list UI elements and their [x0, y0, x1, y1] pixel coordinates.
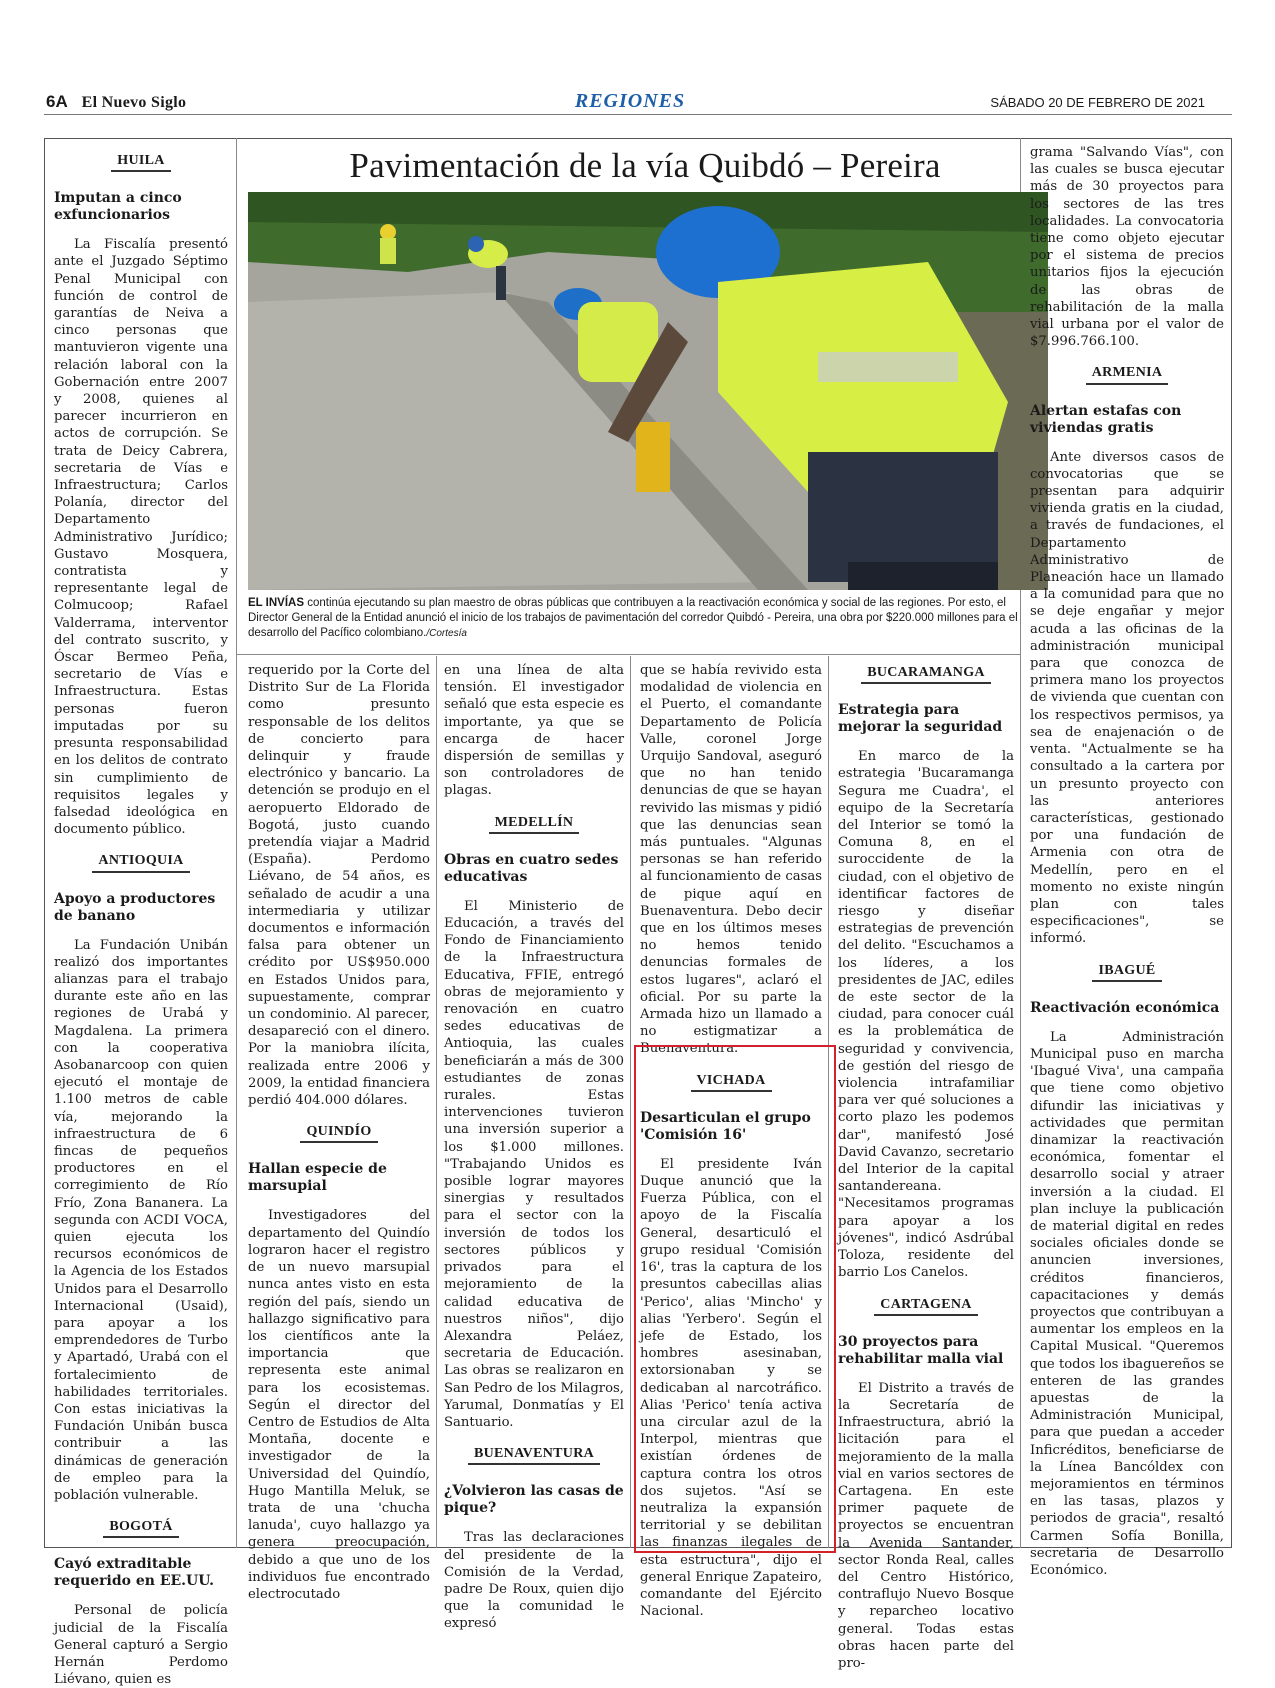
- article-body-bucaramanga: En marco de la estrategia 'Bucaramanga Segura me Cuadra', el equipo de la Secretaría del Interior se tomó la Comuna 8, en el suroccidente de la ciudad, con el objetivo de identificar factores de riesgo y diseñar estrategias de prevención del delito. "Escuchamos a los líderes, a los presidentes de JAC, ediles de este sector de la ciudad, para conocer cuál es la problemática de seguridad y convivencia, de gestión del riesgo de violencia intrafamiliar para ver qué soluciones a corto plazo les podemos dar", manifestó José David Cavanzo, secretario del Interior de la capital santandereana. "Necesitamos programas para apoyar a los jóvenes", indicó Asdrúbal Toloza, residente del barrio Los Canelos.: [838, 749, 1014, 1281]
- article-title-cartagena: 30 proyectos para rehabilitar malla vial: [838, 1333, 1004, 1367]
- section-label-antioquia: ANTIOQUIA: [54, 852, 228, 872]
- feature-headline: Pavimentación de la vía Quibdó – Pereira: [349, 146, 941, 185]
- article-body-bogota: Personal de policía judicial de la Fiscalía General capturó a Sergio Hernán Perdomo Liévano, quien es: [54, 1603, 228, 1688]
- section-label-quindio: QUINDÍO: [248, 1123, 430, 1143]
- column-rule: [630, 656, 631, 1548]
- article-continuation-buenaventura: que se había revivido esta modalidad de violencia en el Puerto, el comandante Departamento de Policía Valle, coronel Jorge Urquijo Sandoval, aseguró que no han tenido denuncias de que se hayan revivido las mismas y pidió que las denuncias sean más puntuales. "Algunas personas se han referido al funcionamiento de casas de pique aquí en Buenaventura. Debo decir que en los últimos meses no hemos tenido denuncias formales de estos lugares", aclaró el oficial. Por su parte la Armada hizo un llamado a no estigmatizar a Buenaventura.: [640, 663, 822, 1057]
- page-number: 6A: [46, 92, 68, 111]
- article-title-buenaventura: ¿Volvieron las casas de pique?: [444, 1483, 624, 1517]
- feature-photo: [248, 192, 1048, 590]
- article-body-ibague: La Administración Municipal puso en marcha 'Ibagué Viva', una campaña que tiene como objetivo difundir las iniciativas y actividades que permitan dinamizar la reactivación económica, fomentar el desarrollo social y atraer inversión a la ciudad. El plan incluye la publicación de material digital en redes sociales oficiales donde se anuncien inversiones, créditos financieros, capacitaciones y demás proyectos que contribuyan a aumentar los empleos en la Capital Musical. "Queremos que todos los ibaguereños se enteren de las grandes apuestas de la Administración Municipal, para que puedan a acceder Inficréditos, beneficiarse de la Línea Bancóldex con mejoramientos en términos en las tasas, plazos y periodos de gracia", resaltó Carmen Sofía Bonilla, secretaria de Desarrollo Económico.: [1030, 1029, 1224, 1579]
- article-body-armenia: Ante diversos casos de convocatorias que se presentan para adquirir vivienda gratis en la ciudad, a través de fundaciones, el Departamento Administrativo de Planeación hace un llamado a la comunidad para que no se deje engañar y mejor acuda a las oficinas de la administración municipal para que conozca de primera mano los proyectos de vivienda que cuentan con los respectivos permisos, ya sea de enajenación o de venta. "Actualmente se ha consultado a la cartera por un presunto proyecto con las anteriores características, gestionado por una fundación de Armenia con otra de Medellín, pero en el momento no existe ningún plan con tales especificaciones", se informó.: [1030, 449, 1224, 947]
- section-name: REGIONES: [574, 90, 686, 112]
- issue-date: SÁBADO 20 DE FEBRERO DE 2021: [990, 95, 1205, 110]
- road-workers-photo: [248, 192, 1048, 590]
- article-title-ibague: Reactivación económica: [1030, 999, 1220, 1016]
- masthead-rule: [44, 114, 1232, 115]
- article-body-quindio: Investigadores del departamento del Quindío lograron hacer el registro de un nuevo marsupial nunca antes visto en esta región del país, siendo un hallazgo significativo para los científicos ante la importancia que representa este animal para los ecosistemas. Según el director del Centro de Estudios de Alta Montaña, docente e investigador de la Universidad del Quindío, Hugo Mantilla Meluk, se trata de una 'chucha lanuda', cuyo hallazgo ya genera preocupación, debido a que uno de los individuos fue encontrado electrocutado: [248, 1208, 430, 1602]
- article-title-huila: Imputan a cinco exfuncionarios: [54, 190, 182, 224]
- section-label-medellin: MEDELLÍN: [444, 814, 624, 834]
- caption-lead: EL INVÍAS: [248, 597, 305, 609]
- column-rule: [436, 656, 437, 1548]
- masthead-left: [46, 92, 186, 112]
- article-body-medellin: El Ministerio de Educación, a través del Fondo de Financiamiento de la Infraestructura Educativa, FFIE, entregó obras de mejoramiento y renovación en cuatro sedes educativas de Antioquia, las cuales beneficiarán a más de 300 estudiantes de zonas rurales. Estas intervenciones tuvieron una inversión superior a los $1.000 millones. "Trabajando Unidos es posible lograr mayores sinergias y resultados para el sector con la inversión de todos los sectores públicos y privados para el mejoramiento de la calidad educativa de nuestros niños", dijo Alexandra Peláez, secretaria de Educación. Las obras se realizaron en San Pedro de los Milagros, Yarumal, Donmatías y El Santuario.: [444, 898, 624, 1430]
- photo-rule: [236, 654, 1020, 655]
- article-title-quindio: Hallan especie de marsupial: [248, 1161, 387, 1195]
- highlight-box-vichada: [634, 1045, 836, 1553]
- article-title-vichada: Desarticulan el grupo 'Comisión 16': [640, 1109, 811, 1143]
- section-label-buenaventura: BUENAVENTURA: [444, 1445, 624, 1465]
- article-body-vichada: El presidente Iván Duque anunció que la Fuerza Pública, con el apoyo de la Fiscalía General, desarticuló el grupo residual 'Comisión 16', tras la captura de los presuntos cabecillas alias 'Perico', alias 'Mincho' y alias 'Yerbero'. Según el jefe de Estado, los hombres asesinaban, extorsionaban y se dedicaban al narcotráfico. Alias 'Perico' tenía activa una circular azul de la Interpol, mientras que existían órdenes de captura contra los otros dos sujetos. "Así se neutraliza la expansión territorial y se debilitan las finanzas ilegales de esta estructura", dijo el general Enrique Zapateiro, comandante del Ejército Nacional.: [640, 1156, 822, 1620]
- section-label-cartagena: CARTAGENA: [838, 1296, 1014, 1316]
- article-body-antioquia: La Fundación Unibán realizó dos importantes alianzas para el trabajo durante este año en las regiones de Urabá y Magdalena. La primera con la cooperativa Asobanarcoop con quien ejecutó el montaje de 1.100 metros de cable vía, mejorando la infraestructura de 6 fincas de pequeños productores en el corregimiento de Río Frío, Zona Bananera. La segunda con ACDI VOCA, quien ejecuta los recursos económicos de la Agencia de los Estados Unidos para el Desarrollo Internacional (Usaid), para apoyar a los emprendedores de Turbo y Apartadó, Urabá con el fortalecimiento de habilidades territoriales. Con estas iniciativas la Fundación Unibán busca contribuir a las dinámicas de generación de empleo para la población vulnerable.: [54, 937, 228, 1504]
- article-body-buenaventura: Tras las declaraciones del presidente de la Comisión de la Verdad, padre De Roux, quien dijo que la comunidad le expresó: [444, 1530, 624, 1632]
- section-label-bogota: BOGOTÁ: [54, 1518, 228, 1538]
- article-continuation-quindio: en una línea de alta tensión. El investigador señaló que esta especie es importante, ya que se encarga de hacer dispersión de semillas y son controladores de plagas.: [444, 663, 624, 799]
- caption-text: continúa ejecutando su plan maestro de obras públicas que contribuyen a la reactivación económica y social de las regiones. Por esto, el Director General de la Entidad anunció el inicio de los trabajos de pavimentación del corredor Quibdó - Pereira, una obra por $220.000 millones para el desarrollo del Pacífico colombiano.: [248, 597, 1018, 639]
- newspaper-name: El Nuevo Siglo: [81, 94, 187, 111]
- photo-credit: /Cortesía: [426, 628, 467, 639]
- column-2: [248, 662, 430, 1603]
- article-title-armenia: Alertan estafas con viviendas gratis: [1030, 402, 1182, 436]
- column-rule: [236, 138, 237, 1548]
- section-label-vichada: VICHADA: [640, 1072, 822, 1092]
- section-label-armenia: ARMENIA: [1030, 364, 1224, 384]
- article-title-antioquia: Apoyo a productores de banano: [54, 890, 216, 924]
- section-label-huila: HUILA: [54, 152, 228, 172]
- photo-caption: [248, 596, 1048, 641]
- section-label-ibague: IBAGUÉ: [1030, 962, 1224, 982]
- article-body-cartagena: El Distrito a través de la Secretaría de Infraestructura, abrió la licitación para el mejoramiento de la malla vial en varios sectores de Cartagena. En este primer paquete de proyectos se encuentran la Avenida Santander, sector Ronda Real, calles del Centro Histórico, contraflujo Nuevo Bosque y reparcheo locativo general. Todas estas obras hacen parte del pro-: [838, 1380, 1014, 1671]
- article-title-medellin: Obras en cuatro sedes educativas: [444, 851, 619, 885]
- article-title-bucaramanga: Estrategia para mejorar la seguridad: [838, 702, 1003, 736]
- column-3: [444, 662, 624, 1633]
- article-title-bogota: Cayó extraditable requerido en EE.UU.: [54, 1556, 215, 1590]
- column-5: [838, 662, 1014, 1672]
- section-label-bucaramanga: BUCARAMANGA: [838, 664, 1014, 684]
- column-1: [54, 138, 228, 1688]
- column-6: [1030, 144, 1224, 1579]
- article-continuation-cartagena: grama "Salvando Vías", con las cuales se busca ejecutar más de 30 proyectos para los sectores de las tres localidades. La convocatoria tiene como objeto ejecutar por el sistema de precios unitarios fijos la ejecución de las obras de rehabilitación de la malla vial urbana por el valor de $7.996.766.100.: [1030, 145, 1224, 350]
- article-continuation-bogota: requerido por la Corte del Distrito Sur de La Florida como presunto responsable de los delitos de concierto para delinquir y fraude electrónico y bancario. La detención se produjo en el aeropuerto Eldorado de Bogotá, justo cuando pretendía viajar a Madrid (España). Perdomo Liévano, de 54 años, es señalado de acudir a una intermediaria y utilizar documentos e información falsa para obtener un crédito por US$950.000 en Estados Unidos para, supuestamente, comprar un condominio. Al parecer, desapareció con el dinero. Por la maniobra ilícita, realizada entre 2006 y 2009, la entidad financiera perdió 404.000 dólares.: [248, 663, 430, 1109]
- article-body-huila: La Fiscalía presentó ante el Juzgado Séptimo Penal Municipal con función de control de garantías de Neiva a cinco personas que mantuvieron vigente una relación laboral con la Gobernación entre 2007 y 2008, quienes al parecer incurrieron en actos de corrupción. Se trata de Deicy Cabrera, secretaria de Vías e Infraestructura; Carlos Polanía, director del Departamento Administrativo Jurídico; Gustavo Mosquera, contratista y representante legal de Colmucoop; Rafael Valderrama, interventor del contrato suscrito, y Óscar Bermeo Peña, secretario de Vías e Infraestructura. Estas personas fueron imputadas por su presunta responsabilidad en los delitos de contrato sin cumplimiento de requisitos legales y falsedad ideológica en documento público.: [54, 237, 228, 838]
